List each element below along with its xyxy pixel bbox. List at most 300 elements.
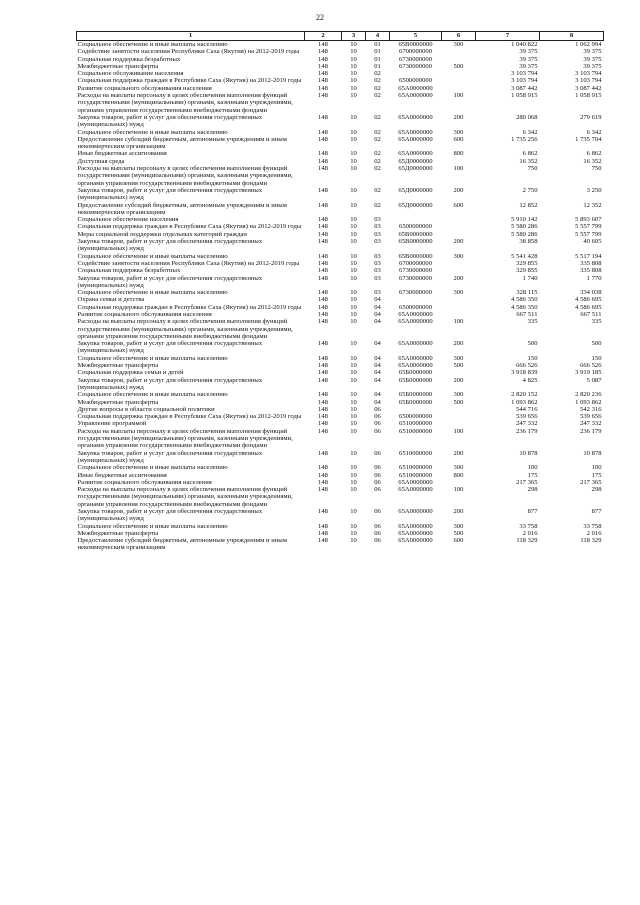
row-name-cell: Иные бюджетные ассигнования [77, 150, 167, 158]
subsection-code-cell: 03 [374, 230, 381, 238]
amount-year-1-cell: 280 068 [516, 113, 538, 121]
section-code-cell: 10 [350, 471, 357, 479]
target-article-cell: 65А0000000 [398, 537, 433, 545]
table-row [77, 508, 604, 523]
subsection-code-cell: 06 [374, 522, 381, 530]
section-code-cell: 10 [350, 464, 357, 472]
amount-year-1-cell: 2 016 [522, 529, 538, 537]
subsection-code-cell: 01 [374, 55, 381, 63]
admin-code-cell: 148 [318, 449, 328, 457]
subsection-code-cell: 04 [374, 391, 381, 399]
table-row [77, 530, 604, 537]
target-article-cell: 65В0000000 [398, 41, 433, 48]
section-code-cell: 10 [350, 259, 357, 267]
amount-year-1-cell: 100 [527, 464, 538, 472]
section-code-cell: 10 [350, 216, 357, 224]
table-row [77, 158, 604, 165]
row-name-cell: Социальная поддержка семьи и детей [77, 369, 184, 377]
section-code-cell: 10 [350, 391, 357, 399]
target-article-cell: 65А0000000 [398, 340, 433, 348]
target-article-cell: 6730000000 [399, 267, 432, 275]
row-name-cell: Межбюджетные трансферты [77, 398, 159, 406]
table-row [77, 304, 604, 311]
expense-type-cell [442, 296, 476, 303]
table-row [77, 223, 604, 230]
table-row [77, 355, 604, 362]
amount-year-2-cell: 16 352 [583, 157, 602, 165]
section-code-cell: 10 [350, 165, 357, 173]
expense-type-cell [442, 304, 476, 311]
amount-year-1-cell: 6 862 [522, 150, 538, 158]
amount-year-1-cell: 175 [527, 471, 538, 479]
subsection-code-cell: 03 [374, 252, 381, 260]
expense-type-cell: 200 [453, 238, 464, 246]
expense-type-cell: 500 [453, 529, 464, 537]
row-name-cell: Межбюджетные трансферты [77, 529, 159, 537]
row-name-cell: Закупка товаров, работ и услуг для обеспечения государственных (муниципальных) нужд [77, 376, 263, 391]
admin-code-cell: 148 [318, 274, 328, 282]
target-article-cell: 6510000000 [399, 464, 432, 472]
subsection-code-cell: 06 [374, 486, 381, 494]
subsection-code-cell: 04 [374, 369, 381, 377]
target-article-cell [390, 70, 442, 77]
target-article-cell: 65А0000000 [398, 150, 433, 158]
table-row [77, 114, 604, 129]
table-row [77, 472, 604, 479]
target-article-cell: 65А0000000 [398, 318, 433, 326]
subsection-code-cell: 03 [374, 274, 381, 282]
expense-type-cell [442, 85, 476, 92]
expense-type-cell: 800 [453, 150, 464, 158]
row-name-cell: Закупка товаров, работ и услуг для обеспечения государственных (муниципальных) нужд [77, 449, 263, 464]
expense-type-cell: 200 [453, 186, 464, 194]
subsection-code-cell: 06 [374, 464, 381, 472]
subsection-code-cell: 02 [374, 157, 381, 165]
section-code-cell: 10 [350, 128, 357, 136]
amount-year-1-cell: 877 [527, 508, 538, 515]
section-code-cell: 10 [350, 186, 357, 194]
amount-year-2-cell: 3 103 794 [575, 70, 602, 78]
amount-year-2-cell: 6 342 [586, 128, 602, 136]
amount-year-2-cell: 236 179 [580, 427, 602, 435]
admin-code-cell: 148 [318, 398, 328, 406]
header-cell-3: 3 [342, 32, 366, 41]
target-article-cell: 6500000000 [399, 77, 432, 85]
header-cell-4: 4 [366, 32, 390, 41]
admin-code-cell: 148 [318, 267, 328, 275]
amount-year-1-cell: 5 580 286 [511, 230, 538, 238]
table-row [77, 129, 604, 136]
target-article-cell [390, 296, 442, 303]
header-cell-8: 8 [540, 32, 604, 41]
table-body [77, 41, 604, 552]
section-code-cell: 10 [350, 157, 357, 165]
subsection-code-cell: 02 [374, 70, 381, 78]
amount-year-1-cell: 12 852 [519, 201, 538, 209]
expense-type-cell: 100 [453, 318, 464, 326]
subsection-code-cell: 02 [374, 84, 381, 92]
row-name-cell: Доступная среда [77, 157, 125, 165]
section-code-cell: 10 [350, 267, 357, 275]
amount-year-1-cell: 328 115 [516, 289, 538, 297]
target-article-cell: 65А0000000 [398, 92, 433, 100]
table-row [77, 77, 604, 84]
subsection-code-cell: 06 [374, 405, 381, 413]
amount-year-2-cell: 667 511 [580, 310, 602, 318]
target-article-cell: 65В0000000 [398, 230, 433, 238]
section-code-cell: 10 [350, 362, 357, 370]
admin-code-cell: 148 [318, 420, 328, 428]
target-article-cell: 65Д0000000 [398, 165, 433, 173]
table-row [77, 296, 604, 303]
section-code-cell: 10 [350, 508, 357, 515]
target-article-cell: 65Б0000000 [398, 376, 433, 384]
amount-year-1-cell: 1 735 256 [511, 135, 538, 143]
amount-year-2-cell: 1 735 704 [575, 135, 602, 143]
amount-year-1-cell: 4 586 350 [511, 303, 538, 311]
subsection-code-cell: 03 [374, 216, 381, 224]
admin-code-cell: 148 [318, 310, 328, 318]
admin-code-cell: 148 [318, 165, 328, 173]
admin-code-cell: 148 [318, 529, 328, 537]
section-code-cell: 10 [350, 486, 357, 494]
row-name-cell: Социальное обеспечение и иные выплаты населению [77, 128, 228, 136]
amount-year-2-cell: 5 557 799 [575, 223, 602, 231]
table-row [77, 450, 604, 465]
expense-type-cell [442, 48, 476, 55]
amount-year-2-cell: 298 [591, 486, 602, 494]
amount-year-1-cell: 3 087 442 [511, 84, 538, 92]
target-article-cell: 65А0000000 [398, 113, 433, 121]
table-row [77, 136, 604, 151]
table-row [77, 41, 604, 49]
table-row [77, 238, 604, 253]
target-article-cell: 6700000000 [399, 48, 432, 56]
admin-code-cell: 148 [318, 48, 328, 56]
amount-year-2-cell: 542 316 [580, 405, 602, 413]
admin-code-cell: 148 [318, 84, 328, 92]
section-code-cell: 10 [350, 238, 357, 246]
section-code-cell: 10 [350, 230, 357, 238]
section-code-cell: 10 [350, 354, 357, 362]
subsection-code-cell: 06 [374, 537, 381, 545]
row-name-cell: Иные бюджетные ассигнования [77, 471, 167, 479]
expense-type-cell: 500 [453, 362, 464, 370]
expense-type-cell [442, 158, 476, 165]
row-name-cell: Меры социальной поддержки отдельных категорий граждан [77, 230, 247, 238]
target-article-cell: 65А0000000 [398, 486, 433, 494]
amount-year-1-cell: 150 [527, 354, 538, 362]
expense-type-cell [442, 216, 476, 223]
row-name-cell: Социальная поддержка граждан в Республике Саха (Якутия) на 2012-2019 годы [77, 413, 302, 421]
amount-year-1-cell: 329 855 [516, 267, 538, 275]
amount-year-2-cell: 1 770 [586, 274, 602, 282]
target-article-cell: 65А0000000 [398, 508, 433, 515]
table-row [77, 428, 604, 450]
target-article-cell: 6510000000 [399, 427, 432, 435]
row-name-cell: Закупка товаров, работ и услуг для обеспечения государственных (муниципальных) нужд [77, 508, 263, 523]
expense-type-cell: 300 [453, 464, 464, 472]
amount-year-2-cell: 100 [591, 464, 602, 472]
admin-code-cell: 148 [318, 62, 328, 70]
amount-year-2-cell: 3 919 185 [575, 369, 602, 377]
section-code-cell: 10 [350, 537, 357, 545]
subsection-code-cell: 02 [374, 92, 381, 100]
subsection-code-cell: 01 [374, 62, 381, 70]
table-row [77, 267, 604, 274]
admin-code-cell: 148 [318, 216, 328, 224]
admin-code-cell: 148 [318, 252, 328, 260]
target-article-cell: 65А0000000 [398, 354, 433, 362]
subsection-code-cell: 04 [374, 310, 381, 318]
subsection-code-cell: 06 [374, 471, 381, 479]
table-row [77, 48, 604, 55]
expense-type-cell [442, 70, 476, 77]
amount-year-1-cell: 217 365 [516, 478, 538, 486]
admin-code-cell: 148 [318, 92, 328, 100]
subsection-code-cell: 04 [374, 362, 381, 370]
admin-code-cell: 148 [318, 376, 328, 384]
target-article-cell: 65В0000000 [398, 252, 433, 260]
amount-year-2-cell: 12 352 [583, 201, 602, 209]
subsection-code-cell: 03 [374, 289, 381, 297]
expense-type-cell [442, 420, 476, 427]
row-name-cell: Социальное обслуживание населения [77, 70, 184, 78]
row-name-cell: Социальное обеспечение и иные выплаты населению [77, 354, 228, 362]
admin-code-cell: 148 [318, 486, 328, 494]
amount-year-1-cell: 335 [527, 318, 538, 326]
section-code-cell: 10 [350, 48, 357, 56]
table-row [77, 362, 604, 369]
amount-year-2-cell: 750 [591, 165, 602, 173]
section-code-cell: 10 [350, 369, 357, 377]
row-name-cell: Содействие занятости населения Республики Саха (Якутия) на 2012-2019 годы [77, 48, 300, 56]
table-row [77, 369, 604, 376]
row-name-cell: Социальная поддержка граждан в Республике Саха (Якутия) на 2012-2019 годы [77, 77, 302, 85]
subsection-code-cell: 02 [374, 128, 381, 136]
admin-code-cell: 148 [318, 113, 328, 121]
admin-code-cell: 148 [318, 230, 328, 238]
amount-year-1-cell: 10 878 [519, 449, 538, 457]
expense-type-cell [442, 223, 476, 230]
row-name-cell: Охрана семьи и детства [77, 296, 145, 304]
row-name-cell: Другие вопросы в области социальной политики [77, 405, 215, 413]
target-article-cell: 6510000000 [399, 471, 432, 479]
target-article-cell: 6700000000 [399, 259, 432, 267]
expense-type-cell [442, 260, 476, 267]
admin-code-cell: 148 [318, 405, 328, 413]
target-article-cell: 65А0000000 [398, 128, 433, 136]
section-code-cell: 10 [350, 135, 357, 143]
table-row [77, 92, 604, 114]
amount-year-1-cell: 39 375 [519, 48, 538, 56]
admin-code-cell: 148 [318, 478, 328, 486]
table-row [77, 479, 604, 486]
row-name-cell: Расходы на выплаты персоналу в целях обеспечения выполнения функций государственными (муниципальными) органами, казенными учреждениями, органами управления государственными внебюджетными фондами [77, 318, 293, 340]
expense-type-cell: 100 [453, 92, 464, 100]
section-code-cell: 10 [350, 413, 357, 421]
table-row [77, 406, 604, 413]
section-code-cell: 10 [350, 376, 357, 384]
subsection-code-cell: 06 [374, 529, 381, 537]
expense-type-cell: 200 [453, 508, 464, 515]
row-name-cell: Социальная поддержка граждан в Республике Саха (Якутия) на 2012-2019 годы [77, 223, 302, 231]
target-article-cell: 65Б0000000 [398, 391, 433, 399]
target-article-cell: 65В0000000 [398, 238, 433, 246]
target-article-cell: 6500000000 [399, 303, 432, 311]
amount-year-1-cell: 5 541 428 [511, 252, 538, 260]
amount-year-2-cell: 5 557 799 [575, 230, 602, 238]
amount-year-1-cell: 39 375 [519, 62, 538, 70]
admin-code-cell: 148 [318, 223, 328, 231]
table-row [77, 413, 604, 420]
row-name-cell: Закупка товаров, работ и услуг для обеспечения государственных (муниципальных) нужд [77, 186, 263, 202]
subsection-code-cell: 04 [374, 398, 381, 406]
amount-year-2-cell: 334 038 [580, 289, 602, 297]
section-code-cell: 10 [350, 405, 357, 413]
subsection-code-cell: 04 [374, 303, 381, 311]
expense-type-cell: 600 [453, 201, 464, 209]
amount-year-2-cell: 150 [591, 354, 602, 362]
target-article-cell: 6500000000 [399, 223, 432, 231]
row-name-cell: Закупка товаров, работ и услуг для обеспечения государственных (муниципальных) нужд [77, 340, 263, 355]
amount-year-2-cell: 2 016 [586, 529, 602, 537]
subsection-code-cell: 02 [374, 150, 381, 158]
amount-year-1-cell: 500 [527, 340, 538, 348]
section-code-cell: 10 [350, 150, 357, 158]
amount-year-2-cell: 217 365 [580, 478, 602, 486]
row-name-cell: Предоставление субсидий бюджетным, автономным учреждениям и иным некоммерческим организациям [77, 135, 287, 151]
table-row [77, 85, 604, 92]
amount-year-2-cell: 539 656 [580, 413, 602, 421]
section-code-cell: 10 [350, 55, 357, 63]
row-name-cell: Закупка товаров, работ и услуг для обеспечения государственных (муниципальных) нужд [77, 113, 263, 129]
expense-type-cell [442, 56, 476, 63]
subsection-code-cell: 04 [374, 340, 381, 348]
admin-code-cell: 148 [318, 77, 328, 85]
target-article-cell: 65Д0000000 [398, 157, 433, 165]
target-article-cell: 65А0000000 [398, 522, 433, 530]
amount-year-2-cell: 500 [591, 340, 602, 348]
table-row [77, 63, 604, 70]
row-name-cell: Развитие социального обслуживания населения [77, 84, 212, 92]
amount-year-1-cell: 750 [527, 165, 538, 173]
section-code-cell: 10 [350, 529, 357, 537]
subsection-code-cell: 03 [374, 259, 381, 267]
row-name-cell: Социальная поддержка граждан в Республике Саха (Якутия) на 2012-2019 годы [77, 303, 302, 311]
amount-year-1-cell: 3 103 794 [511, 70, 538, 78]
amount-year-2-cell: 247 332 [580, 420, 602, 428]
expense-type-cell: 600 [453, 135, 464, 143]
expense-type-cell [442, 479, 476, 486]
amount-year-1-cell: 2 820 152 [511, 391, 538, 399]
admin-code-cell: 148 [318, 128, 328, 136]
expense-type-cell: 300 [453, 391, 464, 399]
table-row [77, 377, 604, 392]
amount-year-1-cell: 16 352 [519, 157, 538, 165]
target-article-cell: 6730000000 [399, 274, 432, 282]
section-code-cell: 10 [350, 303, 357, 311]
target-article-cell: 65Б0000000 [398, 369, 433, 377]
admin-code-cell: 148 [318, 157, 328, 165]
expense-type-cell [442, 369, 476, 376]
section-code-cell: 10 [350, 289, 357, 297]
table-row [77, 260, 604, 267]
subsection-code-cell: 02 [374, 113, 381, 121]
admin-code-cell: 148 [318, 362, 328, 370]
amount-year-2-cell: 33 758 [583, 522, 602, 530]
target-article-cell: 65Д0000000 [398, 201, 433, 209]
section-code-cell: 10 [350, 449, 357, 457]
row-name-cell: Предоставление субсидий бюджетным, автономным учреждениям и иным некоммерческим организациям [77, 537, 287, 552]
expense-type-cell: 800 [453, 471, 464, 479]
subsection-code-cell: 06 [374, 478, 381, 486]
subsection-code-cell: 03 [374, 223, 381, 231]
admin-code-cell: 148 [318, 41, 328, 48]
expense-type-cell: 500 [453, 398, 464, 406]
admin-code-cell: 148 [318, 135, 328, 143]
amount-year-1-cell: 544 716 [516, 405, 538, 413]
subsection-code-cell: 04 [374, 376, 381, 384]
amount-year-2-cell: 335 808 [580, 259, 602, 267]
table-row [77, 70, 604, 77]
amount-year-2-cell: 1 062 994 [575, 41, 602, 48]
header-cell-1: 1 [77, 32, 305, 41]
admin-code-cell: 148 [318, 471, 328, 479]
section-code-cell: 10 [350, 223, 357, 231]
amount-year-2-cell: 3 087 442 [575, 84, 602, 92]
amount-year-1-cell: 39 375 [519, 55, 538, 63]
admin-code-cell: 148 [318, 318, 328, 326]
amount-year-2-cell: 4 586 695 [575, 303, 602, 311]
target-article-cell [390, 216, 442, 223]
row-name-cell: Социальное обеспечение и иные выплаты населению [77, 391, 228, 399]
subsection-code-cell: 06 [374, 449, 381, 457]
section-code-cell: 10 [350, 296, 357, 304]
amount-year-1-cell: 4 825 [522, 376, 538, 384]
amount-year-1-cell: 1 740 [522, 274, 538, 282]
target-article-cell: 6730000000 [399, 289, 432, 297]
subsection-code-cell: 06 [374, 508, 381, 515]
table-row [77, 289, 604, 296]
admin-code-cell: 148 [318, 70, 328, 78]
expense-type-cell: 100 [453, 427, 464, 435]
target-article-cell: 6730000000 [399, 55, 432, 63]
subsection-code-cell: 04 [374, 296, 381, 304]
admin-code-cell: 148 [318, 150, 328, 158]
admin-code-cell: 148 [318, 340, 328, 348]
header-cell-5: 5 [390, 32, 442, 41]
amount-year-2-cell: 1 058 915 [575, 92, 602, 100]
table-row [77, 202, 604, 217]
section-code-cell: 10 [350, 84, 357, 92]
admin-code-cell: 148 [318, 55, 328, 63]
section-code-cell: 10 [350, 41, 357, 48]
admin-code-cell: 148 [318, 289, 328, 297]
amount-year-1-cell: 1 093 862 [511, 398, 538, 406]
section-code-cell: 10 [350, 62, 357, 70]
amount-year-2-cell: 10 878 [583, 449, 602, 457]
amount-year-1-cell: 5 580 286 [511, 223, 538, 231]
expense-type-cell [442, 406, 476, 413]
header-cell-7: 7 [476, 32, 540, 41]
amount-year-2-cell: 5 893 607 [575, 216, 602, 224]
subsection-code-cell: 04 [374, 354, 381, 362]
expense-type-cell: 200 [453, 340, 464, 348]
subsection-code-cell: 06 [374, 420, 381, 428]
subsection-code-cell: 04 [374, 318, 381, 326]
row-name-cell: Социальная поддержка безработных [77, 267, 181, 275]
